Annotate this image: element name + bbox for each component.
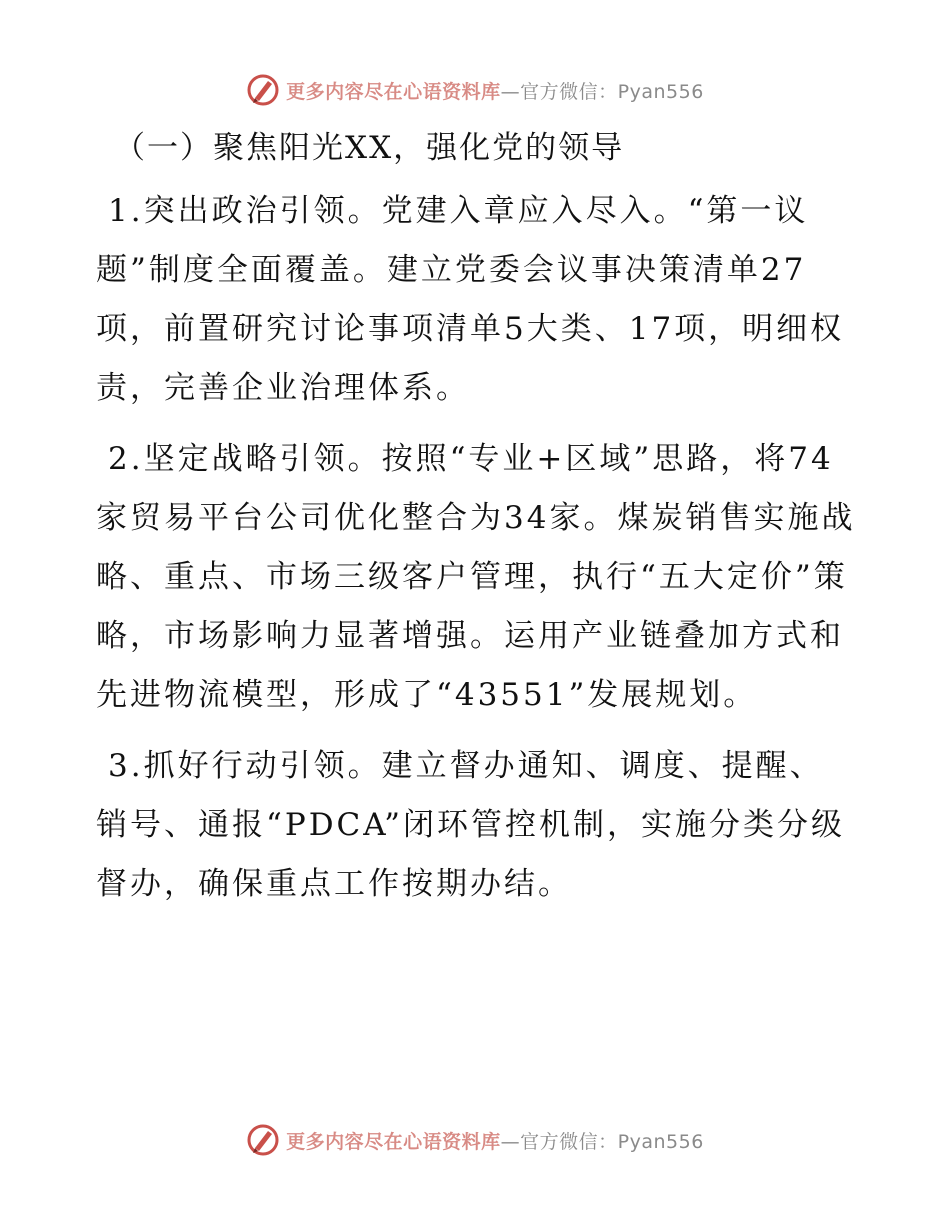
banner-text	[286, 1127, 704, 1154]
banner-separator: —	[500, 1130, 521, 1153]
paragraph-1: 1.突出政治引领。党建入章应入尽入。“第一议题”制度全面覆盖。建立党委会议事决策清单27项，前置研究讨论事项清单5大类、17项，明细权责，完善企业治理体系。	[96, 193, 845, 406]
footer-watermark-banner	[0, 1120, 950, 1160]
document-body	[96, 120, 856, 926]
pen-circle-logo-icon	[246, 1123, 280, 1157]
banner-wechat-text: 官方微信：Pyan556	[520, 80, 704, 103]
header-watermark-banner	[0, 70, 950, 110]
banner-wechat-text: 官方微信：Pyan556	[520, 1130, 704, 1153]
banner-main-text: 更多内容尽在心语资料库	[286, 1130, 501, 1153]
banner-separator: —	[500, 80, 521, 103]
banner-main-text: 更多内容尽在心语资料库	[286, 80, 501, 103]
banner-text	[286, 77, 704, 104]
pen-circle-logo-icon	[246, 73, 280, 107]
section-heading: （一）聚焦阳光XX，强化党的领导	[114, 130, 625, 166]
paragraph-3: 3.抓好行动引领。建立督办通知、调度、提醒、销号、通报“PDCA”闭环管控机制，实施分类分级督办，确保重点工作按期办结。	[96, 748, 845, 902]
paragraph-2: 2.坚定战略引领。按照“专业+区域”思路，将74家贸易平台公司优化整合为34家。煤炭销售实施战略、重点、市场三级客户管理，执行“五大定价”策略，市场影响力显著增强。运用产业链叠加方式和先进物流模型，形成了“43551”发展规划。	[96, 441, 856, 713]
